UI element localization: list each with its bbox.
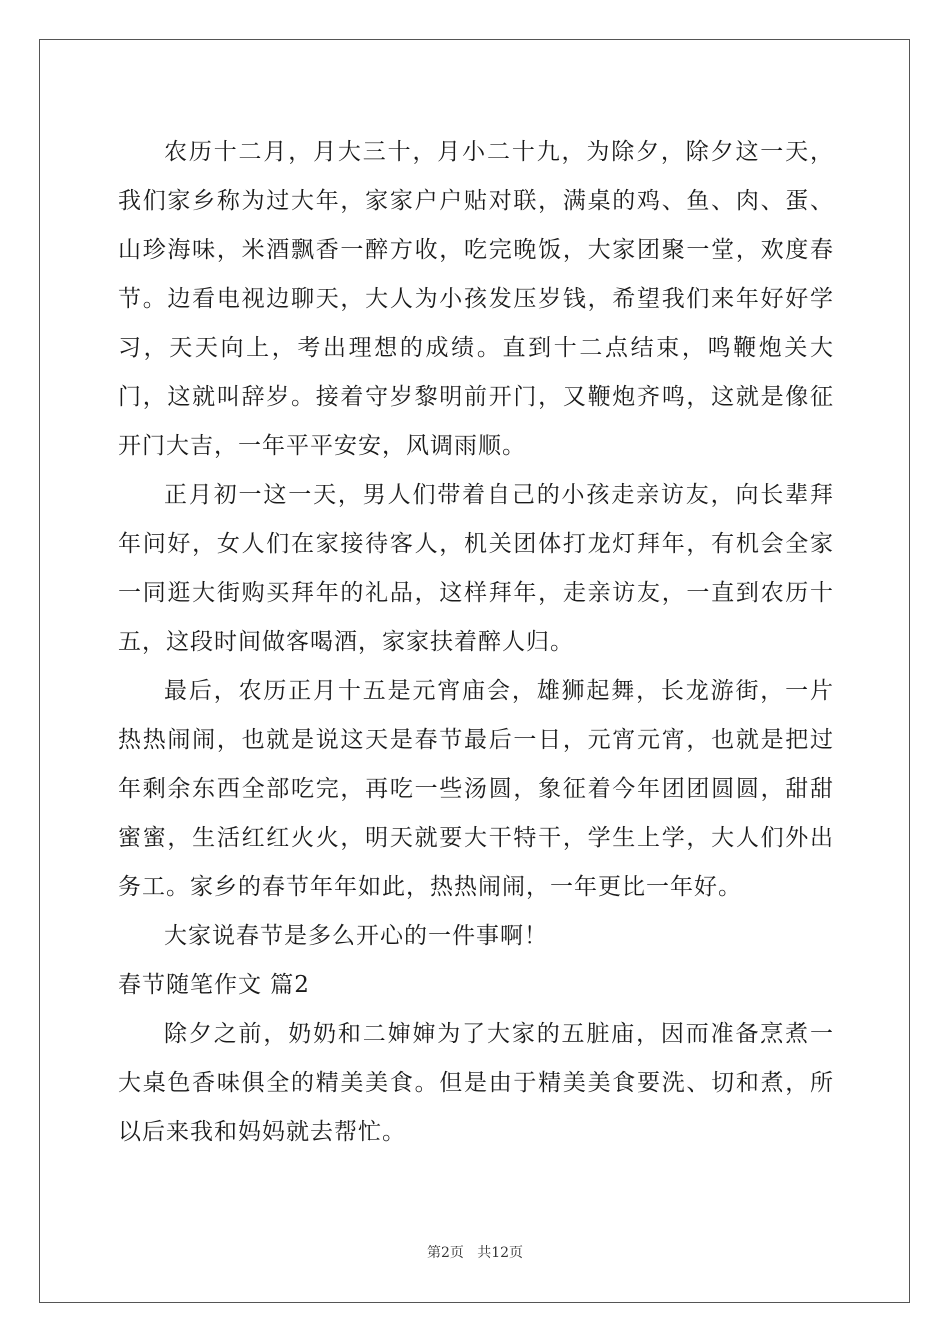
paragraph-chuxi: 农历十二月，月大三十，月小二十九，为除夕，除夕这一天，我们家乡称为过大年，家家户户贴对联，满桌的鸡、鱼、肉、蛋、山珍海味，米酒飘香一醉方收，吃完晚饭，大家团聚一堂，欢度春节。边看电视边聊天，大人为小孩发压岁钱，希望我们来年好好学习，天天向上，考出理想的成绩。直到十二点结束，鸣鞭炮关大门，这就叫辞岁。接着守岁黎明前开门，又鞭炮齐鸣，这就是像征开门大吉，一年平平安安，风调雨顺。 — [118, 139, 834, 459]
paragraph-conclusion: 大家说春节是多么开心的一件事啊！ — [164, 923, 548, 949]
paragraph-section2-intro: 除夕之前，奶奶和二婶婶为了大家的五脏庙，因而准备烹煮一大桌色香味俱全的精美美食。但是由于精美美食要洗、切和煮，所以后来我和妈妈就去帮忙。 — [118, 1021, 834, 1145]
document-body — [118, 128, 834, 1157]
section-title: 春节随笔作文 篇2 — [118, 972, 310, 998]
paragraph-yuanxiao: 最后，农历正月十五是元宵庙会，雄狮起舞，长龙游街，一片热热闹闹，也就是说这天是春节最后一日，元宵元宵，也就是把过年剩余东西全部吃完，再吃一些汤圆，象征着今年团团圆圆，甜甜蜜蜜，生活红红火火，明天就要大干特干，学生上学，大人们外出务工。家乡的春节年年如此，热热闹闹，一年更比一年好。 — [118, 678, 834, 900]
paragraph-chuyi: 正月初一这一天，男人们带着自己的小孩走亲访友，向长辈拜年问好，女人们在家接待客人，机关团体打龙灯拜年，有机会全家一同逛大街购买拜年的礼品，这样拜年，走亲访友，一直到农历十五，这段时间做客喝酒，家家扶着醉人归。 — [118, 482, 834, 655]
page-footer: 第2页 共12页 — [426, 1245, 524, 1261]
